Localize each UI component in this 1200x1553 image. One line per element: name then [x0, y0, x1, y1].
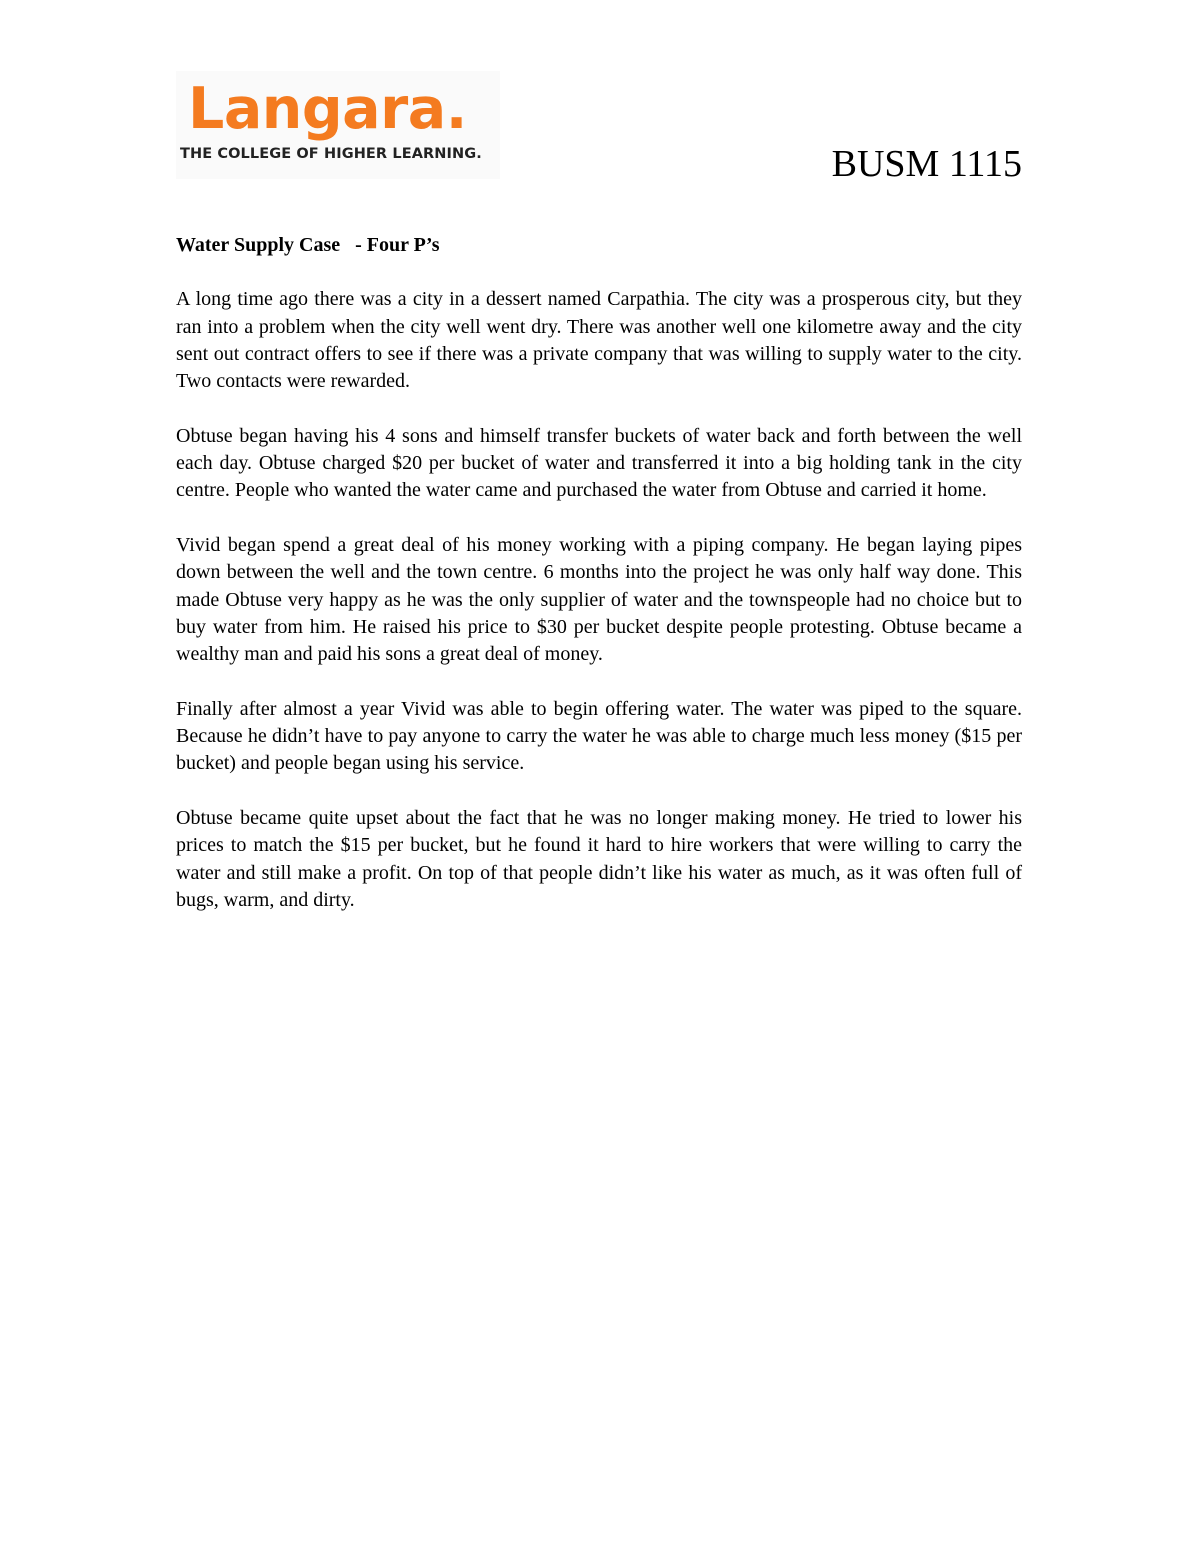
paragraph: Vivid began spend a great deal of his money working with a piping company. He began laying pipes down between the well and the town centre. 6 months into the project he was only half way done. This made Obtuse very happy as he was the only supplier of water and the townspeople had no choice but to buy water from him. He raised his price to $30 per bucket despite people protesting. Obtuse became a wealthy man and paid his sons a great deal of money.: [176, 533, 1022, 666]
document-body: [176, 232, 1022, 941]
document-title: Water Supply Case - Four P’s: [176, 234, 440, 256]
paragraph: Obtuse became quite upset about the fact that he was no longer making money. He tried to lower his prices to match the $15 per bucket, but he found it hard to hire workers that were willing to carry the water and still make a profit. On top of that people didn’t like his water as much, as it was often full of bugs, warm, and dirty.: [176, 806, 1022, 911]
course-code: BUSM 1115: [831, 143, 1022, 185]
paragraph: Obtuse began having his 4 sons and himself transfer buckets of water back and forth between the well each day. Obtuse charged $20 per bucket of water and transferred it into a big holding tank in the city centre. People who wanted the water came and purchased the water from Obtuse and carried it home.: [176, 424, 1022, 502]
paragraph: Finally after almost a year Vivid was able to begin offering water. The water was piped to the square. Because he didn’t have to pay anyone to carry the water he was able to charge much less money ($15 per bucket) and people began using his service.: [176, 697, 1022, 775]
logo-tagline: THE COLLEGE OF HIGHER LEARNING.: [180, 146, 482, 162]
college-logo: [176, 71, 500, 179]
logo-wordmark: Langara.: [188, 76, 467, 142]
paragraph: A long time ago there was a city in a dessert named Carpathia. The city was a prosperous city, but they ran into a problem when the city well went dry. There was another well one kilometre away and the city sent out contract offers to see if there was a private company that was willing to supply water to the city. Two contacts were rewarded.: [176, 288, 1022, 393]
